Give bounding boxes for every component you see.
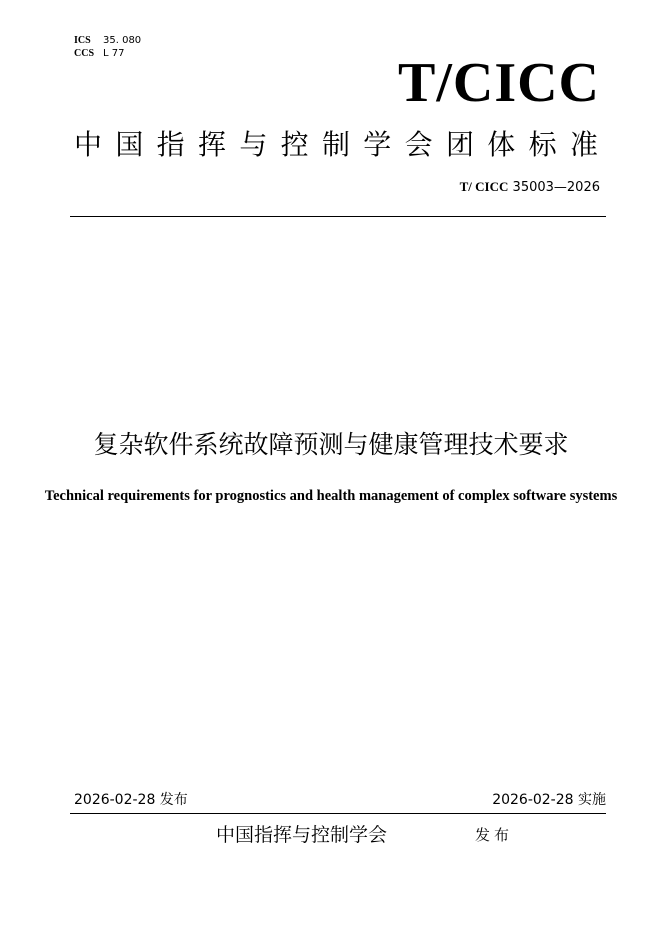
standard-logo: T/CICC bbox=[397, 52, 600, 114]
org-title-char: 标 bbox=[528, 128, 557, 161]
org-title-char: 国 bbox=[115, 128, 144, 161]
issue-label: 发布 bbox=[475, 826, 514, 844]
implement-date: 2026-02-28 实施 bbox=[492, 792, 606, 808]
standard-number: T/ CICC 35003—2026 bbox=[459, 179, 600, 195]
org-title-char: 学 bbox=[363, 128, 392, 161]
classification-codes bbox=[74, 34, 141, 60]
organization-standard-title bbox=[74, 128, 598, 162]
publisher-name: 中国指挥与控制学会 bbox=[216, 824, 388, 846]
org-title-char: 准 bbox=[569, 128, 598, 161]
ccs-line: CCS L 77 bbox=[74, 48, 125, 59]
org-title-char: 与 bbox=[239, 128, 268, 161]
english-title: Technical requirements for prognostics and health management of complex software systems bbox=[44, 488, 618, 504]
org-title-char: 团 bbox=[445, 128, 474, 161]
org-title-char: 指 bbox=[156, 128, 185, 161]
ics-line: ICS 35. 080 bbox=[74, 35, 142, 46]
org-title-char: 中 bbox=[74, 128, 103, 161]
chinese-title: 复杂软件系统故障预测与健康管理技术要求 bbox=[93, 430, 569, 459]
org-title-char: 体 bbox=[487, 128, 516, 161]
org-title-char: 会 bbox=[404, 128, 433, 161]
footer-divider bbox=[70, 813, 606, 814]
org-title-char: 控 bbox=[280, 128, 309, 161]
org-title-char: 制 bbox=[321, 128, 350, 161]
org-title-char: 挥 bbox=[197, 128, 226, 161]
header-divider bbox=[70, 216, 606, 217]
publish-date: 2026-02-28 发布 bbox=[74, 792, 188, 808]
